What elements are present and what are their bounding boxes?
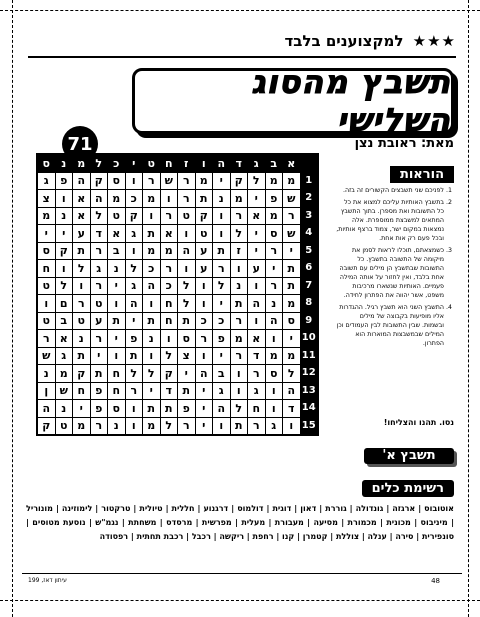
instructions-heading: הוראות xyxy=(390,166,454,183)
grid-cell: נ xyxy=(230,277,248,295)
grid-column-header: ד xyxy=(230,154,248,172)
grid-cell: ו xyxy=(213,417,231,435)
footer-divider xyxy=(22,573,462,574)
grid-column-header: ג xyxy=(248,154,266,172)
grid-cell: ו xyxy=(248,277,266,295)
grid-cell: מ xyxy=(265,207,283,225)
grid-cell: ל xyxy=(283,365,301,383)
grid-cell: נ xyxy=(108,417,126,435)
grid-column-header: מ xyxy=(73,154,91,172)
grid-cell: ר xyxy=(160,207,178,225)
grid-cell: ח xyxy=(108,382,126,400)
grid-column-header: ס xyxy=(37,154,55,172)
grid-cell: ו xyxy=(265,330,283,348)
grid-cell: ט xyxy=(195,225,213,243)
grid-cell: ד xyxy=(248,347,266,365)
grid-row-number: 12 xyxy=(300,365,318,383)
grid-cell: ר xyxy=(37,330,55,348)
grid-cell: פ xyxy=(265,190,283,208)
grid-cell: ר xyxy=(248,417,266,435)
grid-cell: ת xyxy=(213,242,231,260)
grid-cell: כ xyxy=(213,312,231,330)
grid-cell: ו xyxy=(160,330,178,348)
grid-cell: ע xyxy=(90,312,108,330)
grid-row-number: 8 xyxy=(300,295,318,313)
grid-cell: ו xyxy=(178,260,196,278)
grid-row-number: 6 xyxy=(300,260,318,278)
grid-cell: י xyxy=(108,277,126,295)
grid-column-header: כ xyxy=(108,154,126,172)
page-title: תשבץ מהסוג השלישי xyxy=(251,63,451,139)
grid-cell: ו xyxy=(73,277,91,295)
difficulty-label: למקצוענים בלבד xyxy=(284,32,404,50)
closing-note: נסו. תהנו והצליחו! xyxy=(383,418,454,427)
grid-cell: ק xyxy=(230,172,248,190)
grid-column-header: נ xyxy=(55,154,73,172)
grid-row-number: 4 xyxy=(300,225,318,243)
grid-cell: ט xyxy=(90,295,108,313)
grid-cell: ו xyxy=(283,417,301,435)
difficulty-stars: ★★★ xyxy=(412,32,456,50)
grid-cell: ל xyxy=(125,365,143,383)
grid-cell: נ xyxy=(143,330,161,348)
crop-line-top xyxy=(0,10,480,11)
difficulty-kicker xyxy=(284,32,456,50)
grid-row xyxy=(37,417,318,435)
grid-cell: ס xyxy=(283,312,301,330)
grid-cell: ת xyxy=(143,225,161,243)
grid-row xyxy=(37,172,318,190)
grid-cell: ת xyxy=(230,295,248,313)
grid-cell: כ xyxy=(195,312,213,330)
grid-cell: י xyxy=(248,190,266,208)
grid-cell: א xyxy=(73,207,91,225)
grid-cell: ה xyxy=(213,400,231,418)
instruction-item: 1. לפניכם שני תשבצים הקשורים זה בזה. xyxy=(336,186,444,195)
grid-cell: י xyxy=(90,347,108,365)
grid-cell: י xyxy=(195,382,213,400)
kicker-divider xyxy=(28,56,456,58)
grid-cell: א xyxy=(248,207,266,225)
grid-cell: מ xyxy=(195,172,213,190)
grid-cell: ת xyxy=(178,312,196,330)
grid-cell: ח xyxy=(160,295,178,313)
grid-cell: ג xyxy=(90,260,108,278)
grid-cell: ג xyxy=(37,172,55,190)
word-list-heading: רשימת כלים xyxy=(362,480,454,497)
grid-cell: נ xyxy=(37,365,55,383)
grid-column-header: ז xyxy=(178,154,196,172)
grid-cell: ר xyxy=(178,172,196,190)
grid-cell: א xyxy=(73,190,91,208)
grid-cell: ל xyxy=(248,172,266,190)
grid-cell: פ xyxy=(178,400,196,418)
grid-column-header: ח xyxy=(160,154,178,172)
grid-row-number: 3 xyxy=(300,207,318,225)
page-number: 48 xyxy=(431,577,440,585)
grid-cell: ק xyxy=(125,207,143,225)
grid-cell: מ xyxy=(143,417,161,435)
grid-cell: ת xyxy=(283,277,301,295)
grid-cell: מ xyxy=(143,190,161,208)
grid-row-number: 2 xyxy=(300,190,318,208)
grid-cell: ג xyxy=(125,225,143,243)
grid-cell: ד xyxy=(160,382,178,400)
grid-cell: ר xyxy=(178,417,196,435)
grid-cell: ע xyxy=(73,225,91,243)
grid-cell: א xyxy=(248,330,266,348)
grid-cell: נ xyxy=(55,400,73,418)
grid-cell: ל xyxy=(230,400,248,418)
grid-cell: ק xyxy=(195,207,213,225)
grid-cell: י xyxy=(178,365,196,383)
grid-cell: ו xyxy=(143,347,161,365)
grid-cell: ג xyxy=(55,347,73,365)
grid-cell: י xyxy=(195,417,213,435)
grid-cell: ר xyxy=(230,312,248,330)
grid-cell: י xyxy=(195,400,213,418)
grid-cell: י xyxy=(283,330,301,348)
instructions-text xyxy=(336,186,454,351)
grid-cell: ט xyxy=(37,277,55,295)
grid-cell: ה xyxy=(248,295,266,313)
grid-cell: פ xyxy=(125,330,143,348)
grid-cell: ר xyxy=(125,382,143,400)
grid-cell: ע xyxy=(248,260,266,278)
grid-cell: ו xyxy=(230,382,248,400)
grid-row-number: 15 xyxy=(300,417,318,435)
grid-cell: ר xyxy=(73,295,91,313)
grid-cell: ס xyxy=(178,330,196,348)
grid-cell: ח xyxy=(37,260,55,278)
grid-cell: ו xyxy=(195,295,213,313)
grid-cell: מ xyxy=(73,417,91,435)
grid-cell: ג xyxy=(265,417,283,435)
grid-cell: ס xyxy=(108,400,126,418)
grid-cell: י xyxy=(108,330,126,348)
grid-cell: ה xyxy=(37,400,55,418)
grid-cell: ד xyxy=(283,400,301,418)
grid-cell: ק xyxy=(37,417,55,435)
grid-cell: י xyxy=(213,347,231,365)
grid-cell: ו xyxy=(195,347,213,365)
grid-cell: ו xyxy=(265,382,283,400)
grid-cell: ת xyxy=(90,365,108,383)
grid-cell: ו xyxy=(160,190,178,208)
grid-cell: י xyxy=(248,225,266,243)
word-list: אוטובוס | ארגזה | גונדולה | גוררת | דאון | דוגית | דולמוס | דרגנוע | חללית | טיולית | טרקטור | לימוזינה | מונוריל | מיניבוס | מכונית | מכמורת | מסיעה | מעבורת | מעלית | מפרשית | מרסדס | משחתת | נגמ"ש | נוסעת מטוסים | סונפירית | סירה | ענלה | צוללת | קטמרן | קנו | רחפת | ריקשה | רכבל | רכבת תחתית | רפסודה xyxy=(26,504,454,541)
grid-cell: ל xyxy=(73,260,91,278)
grid-cell: ה xyxy=(125,295,143,313)
grid-cell: ס xyxy=(265,365,283,383)
grid-cell: ו xyxy=(213,207,231,225)
grid-cell: ר xyxy=(90,417,108,435)
grid-cell: ד xyxy=(90,225,108,243)
grid-cell: ה xyxy=(265,312,283,330)
instruction-item: 3. כשמצאתם, תוכלו לראות לסמן את מיקומה של התשובה בתשבץ. כל התשובות שבתשבץ הן מילים עם תשובה אחת בלבד, ואין לחזור על אותה המילה פעמיים. האותיות שנשארו מרכיבות משפט, אשר יהווה את הפתרון לחידה. xyxy=(336,246,444,300)
grid-cell: ט xyxy=(55,417,73,435)
grid-cell: מ xyxy=(283,172,301,190)
grid-cell: ג xyxy=(248,382,266,400)
grid-cell: א xyxy=(108,225,126,243)
grid-cell: י xyxy=(248,242,266,260)
grid-cell: ק xyxy=(73,365,91,383)
grid-cell: ת xyxy=(73,347,91,365)
grid-cell: ס xyxy=(37,242,55,260)
puzzle-a-banner: תשבץ א' xyxy=(364,448,454,464)
grid-row xyxy=(37,242,318,260)
grid-cell: ל xyxy=(178,277,196,295)
grid-cell: ת xyxy=(143,400,161,418)
grid-cell: ק xyxy=(90,172,108,190)
grid-cell: ו xyxy=(195,277,213,295)
grid-cell: ו xyxy=(248,312,266,330)
grid-cell: ק xyxy=(55,242,73,260)
grid-cell: ש xyxy=(55,382,73,400)
grid-cell: ג xyxy=(125,277,143,295)
title-box xyxy=(132,63,454,139)
grid-cell: ת xyxy=(160,400,178,418)
grid-cell: ו xyxy=(230,260,248,278)
grid-cell: ל xyxy=(90,207,108,225)
grid-row-number: 13 xyxy=(300,382,318,400)
grid-row-number: 11 xyxy=(300,347,318,365)
grid-cell: א xyxy=(55,330,73,348)
grid-cell: מ xyxy=(230,330,248,348)
grid-cell: ב xyxy=(213,365,231,383)
grid-cell: י xyxy=(265,260,283,278)
grid-cell: י xyxy=(213,172,231,190)
grid-cell: י xyxy=(213,295,231,313)
grid-cell: ר xyxy=(248,365,266,383)
grid-column-header: ט xyxy=(143,154,161,172)
grid-cell: נ xyxy=(265,295,283,313)
footer-credit: עיתון דאז, 199 xyxy=(28,577,67,584)
puzzle-number-badge: 71 xyxy=(62,126,98,162)
grid-row-number: 5 xyxy=(300,242,318,260)
author-byline: מאת: ראובת נצן xyxy=(354,136,454,151)
grid-cell: ר xyxy=(90,242,108,260)
grid-corner xyxy=(300,154,318,172)
grid-cell: ו xyxy=(213,225,231,243)
grid-cell: כ xyxy=(143,260,161,278)
word-search-grid xyxy=(36,153,319,436)
grid-cell: מ xyxy=(108,190,126,208)
grid-column-header: ו xyxy=(195,154,213,172)
grid-cell: א xyxy=(160,225,178,243)
grid-cell: ו xyxy=(143,295,161,313)
grid-cell: ל xyxy=(178,295,196,313)
grid-cell: ו xyxy=(125,417,143,435)
grid-cell: ה xyxy=(73,172,91,190)
grid-cell: ח xyxy=(160,312,178,330)
grid-row xyxy=(37,347,318,365)
grid-cell: מ xyxy=(37,207,55,225)
grid-cell: נ xyxy=(73,330,91,348)
crop-line-left xyxy=(12,0,13,617)
grid-row xyxy=(37,260,318,278)
grid-cell: ו xyxy=(55,260,73,278)
grid-cell: ת xyxy=(143,312,161,330)
grid-cell: ג xyxy=(213,382,231,400)
grid-cell: ת xyxy=(283,260,301,278)
grid-cell: מ xyxy=(283,295,301,313)
grid-column-header: ב xyxy=(265,154,283,172)
grid-cell: ה xyxy=(283,382,301,400)
grid-cell: ש xyxy=(37,347,55,365)
grid-cell: צ xyxy=(178,347,196,365)
crop-line-right xyxy=(468,0,469,617)
grid-cell: צ xyxy=(37,190,55,208)
grid-cell: ח xyxy=(73,382,91,400)
grid-cell: ט xyxy=(37,312,55,330)
grid-cell: י xyxy=(55,225,73,243)
grid-cell: ש xyxy=(283,225,301,243)
grid-cell: ח xyxy=(108,365,126,383)
grid-cell: נ xyxy=(213,190,231,208)
grid-cell: ל xyxy=(143,365,161,383)
grid-row-number: 7 xyxy=(300,277,318,295)
grid-cell: מ xyxy=(265,172,283,190)
grid-cell: ר xyxy=(265,242,283,260)
grid-row xyxy=(37,400,318,418)
grid-cell: ר xyxy=(143,172,161,190)
grid-cell: ו xyxy=(125,242,143,260)
grid-cell: ל xyxy=(125,260,143,278)
grid-cell: פ xyxy=(55,172,73,190)
grid-cell: ש xyxy=(160,172,178,190)
grid-cell: מ xyxy=(55,365,73,383)
grid-row xyxy=(37,330,318,348)
instruction-item: 2. בתשבץ האותיות עליכם למצוא את כל כל התשובות ואת מספרן. בתוך התשבץ המתאים למשבצת ממוספרת. אלה נמצאות במקום ישר, צמוד ברצף אותיות, ובכל פעם רק אות אחת. xyxy=(336,198,444,243)
grid-cell: מ xyxy=(283,347,301,365)
grid-row xyxy=(37,207,318,225)
grid-cell: נ xyxy=(108,260,126,278)
grid-row xyxy=(37,295,318,313)
grid-row-number: 1 xyxy=(300,172,318,190)
grid-cell: ר xyxy=(265,277,283,295)
grid-cell: ת xyxy=(73,242,91,260)
grid-cell: פ xyxy=(90,382,108,400)
grid-row xyxy=(37,312,318,330)
grid-cell: י xyxy=(143,382,161,400)
grid-row-number: 10 xyxy=(300,330,318,348)
grid-cell: כ xyxy=(125,190,143,208)
grid-row xyxy=(37,190,318,208)
grid-cell: ה xyxy=(143,277,161,295)
grid-row xyxy=(37,382,318,400)
grid-cell: ה xyxy=(178,242,196,260)
instruction-item: 4. התשבץ השני הוא תשבץ רגיל. ההגדרות אליו מופיעות בקבוצה של מילים ובשמות. שבין התשובות לבין העמודים וכן המילים שבמשבצות המוארות הוא הפתרון. xyxy=(336,303,444,348)
grid-cell: ו xyxy=(143,207,161,225)
grid-row-number: 14 xyxy=(300,400,318,418)
grid-cell: כ xyxy=(160,277,178,295)
grid-column-header: י xyxy=(125,154,143,172)
grid-cell: ר xyxy=(160,260,178,278)
grid-cell: ע xyxy=(195,260,213,278)
grid-cell: ש xyxy=(283,190,301,208)
grid-cell: ם xyxy=(55,295,73,313)
grid-cell: ר xyxy=(90,330,108,348)
grid-cell: מ xyxy=(230,190,248,208)
grid-cell: ק xyxy=(160,365,178,383)
grid-cell: נ xyxy=(55,207,73,225)
grid-cell: ר xyxy=(283,207,301,225)
grid-cell: ל xyxy=(55,277,73,295)
grid-cell: ו xyxy=(108,347,126,365)
grid-column-header: ה xyxy=(213,154,231,172)
grid-cell: ט xyxy=(108,207,126,225)
grid-cell: ו xyxy=(37,295,55,313)
grid-cell: פ xyxy=(213,330,231,348)
grid-cell: מ xyxy=(265,347,283,365)
grid-cell: ה xyxy=(90,190,108,208)
grid-cell: ר xyxy=(230,347,248,365)
grid-cell: י xyxy=(283,242,301,260)
grid-cell: מ xyxy=(143,242,161,260)
grid-cell: ת xyxy=(125,347,143,365)
grid-cell: ה xyxy=(195,365,213,383)
crop-line-bottom xyxy=(0,600,480,601)
grid-cell: ע xyxy=(195,242,213,260)
grid-cell: ו xyxy=(265,400,283,418)
grid-row xyxy=(37,277,318,295)
grid-cell: ז xyxy=(230,242,248,260)
grid-cell: ת xyxy=(178,382,196,400)
grid-cell: ת xyxy=(230,417,248,435)
grid-row xyxy=(37,225,318,243)
grid-row xyxy=(37,365,318,383)
grid-cell: י xyxy=(73,400,91,418)
puzzle-page xyxy=(22,18,462,588)
grid-cell: ר xyxy=(213,260,231,278)
grid-cell: ס xyxy=(108,172,126,190)
grid-cell: ו xyxy=(125,172,143,190)
grid-cell: ת xyxy=(108,312,126,330)
grid-cell: ל xyxy=(230,225,248,243)
grid-cell: ן xyxy=(37,382,55,400)
grid-row-number: 9 xyxy=(300,312,318,330)
grid-cell: מ xyxy=(160,242,178,260)
grid-cell: ר xyxy=(90,277,108,295)
grid-cell: ב xyxy=(108,242,126,260)
grid-cell: ו xyxy=(230,365,248,383)
grid-cell: ל xyxy=(160,347,178,365)
grid-cell: ו xyxy=(55,190,73,208)
grid-cell: ל xyxy=(160,417,178,435)
grid-cell: ו xyxy=(108,295,126,313)
grid-cell: ר xyxy=(178,190,196,208)
grid-cell: ו xyxy=(125,400,143,418)
grid-column-header: א xyxy=(283,154,301,172)
grid-cell: ת xyxy=(195,190,213,208)
grid-cell: ח xyxy=(248,400,266,418)
grid-cell: פ xyxy=(90,400,108,418)
grid-cell: ב xyxy=(55,312,73,330)
grid-cell: ט xyxy=(178,207,196,225)
grid-cell: ר xyxy=(195,330,213,348)
grid-cell: ל xyxy=(213,277,231,295)
grid-cell: ט xyxy=(73,312,91,330)
grid-cell: ר xyxy=(230,207,248,225)
grid-cell: ס xyxy=(265,225,283,243)
grid-column-header: ל xyxy=(90,154,108,172)
grid-cell: ו xyxy=(178,225,196,243)
grid-cell: י xyxy=(37,225,55,243)
grid-cell: י xyxy=(125,312,143,330)
